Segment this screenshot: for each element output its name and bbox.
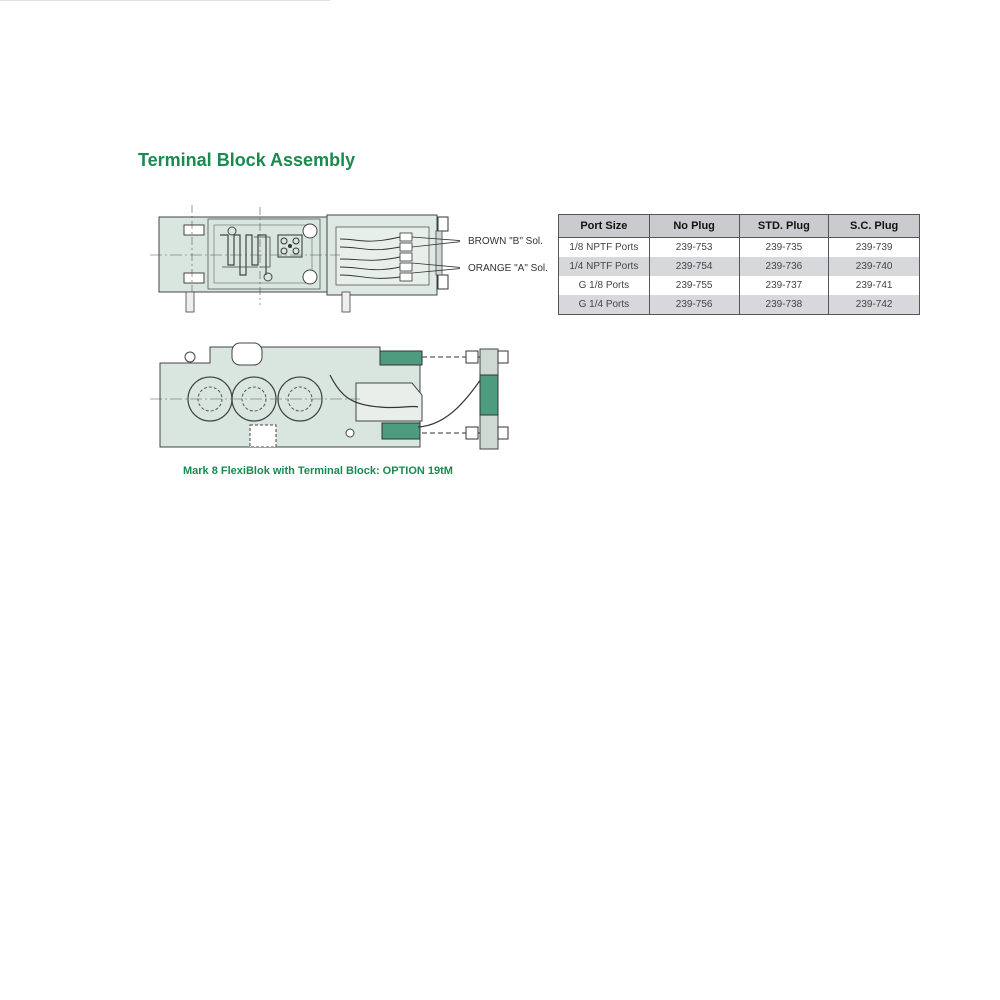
table-row <box>559 238 920 258</box>
table-cell-no-plug: 239-756 <box>649 295 739 315</box>
table-row <box>559 276 920 295</box>
table-cell-port-size: 1/4 NPTF Ports <box>559 257 650 276</box>
part-number-table <box>558 214 920 315</box>
table-cell-sc-plug: 239-741 <box>829 276 920 295</box>
table-cell-std-plug: 239-735 <box>739 238 829 258</box>
terminal-block-top-view <box>150 205 460 320</box>
table-cell-sc-plug: 239-739 <box>829 238 920 258</box>
table-cell-sc-plug: 239-740 <box>829 257 920 276</box>
column-header-no-plug: No Plug <box>649 215 739 238</box>
table-row <box>559 257 920 276</box>
column-header-std-plug: STD. Plug <box>739 215 829 238</box>
section-title: Terminal Block Assembly <box>138 150 356 170</box>
table-header-row <box>559 215 920 238</box>
table-cell-port-size: G 1/8 Ports <box>559 276 650 295</box>
top-rule <box>0 0 330 1</box>
table-cell-std-plug: 239-737 <box>739 276 829 295</box>
column-header-sc-plug: S.C. Plug <box>829 215 920 238</box>
table-cell-sc-plug: 239-742 <box>829 295 920 315</box>
table-cell-std-plug: 239-738 <box>739 295 829 315</box>
terminal-block-side-view <box>150 335 530 455</box>
brown-b-solenoid-label: BROWN "B" Sol. <box>468 236 543 247</box>
orange-a-solenoid-label: ORANGE "A" Sol. <box>468 263 548 274</box>
table-cell-port-size: 1/8 NPTF Ports <box>559 238 650 258</box>
table-row <box>559 295 920 315</box>
table-cell-std-plug: 239-736 <box>739 257 829 276</box>
table-cell-no-plug: 239-754 <box>649 257 739 276</box>
table-cell-port-size: G 1/4 Ports <box>559 295 650 315</box>
table-cell-no-plug: 239-755 <box>649 276 739 295</box>
table-cell-no-plug: 239-753 <box>649 238 739 258</box>
column-header-port-size: Port Size <box>559 215 650 238</box>
figure-caption: Mark 8 FlexiBlok with Terminal Block: OPTION 19tM <box>183 465 453 477</box>
